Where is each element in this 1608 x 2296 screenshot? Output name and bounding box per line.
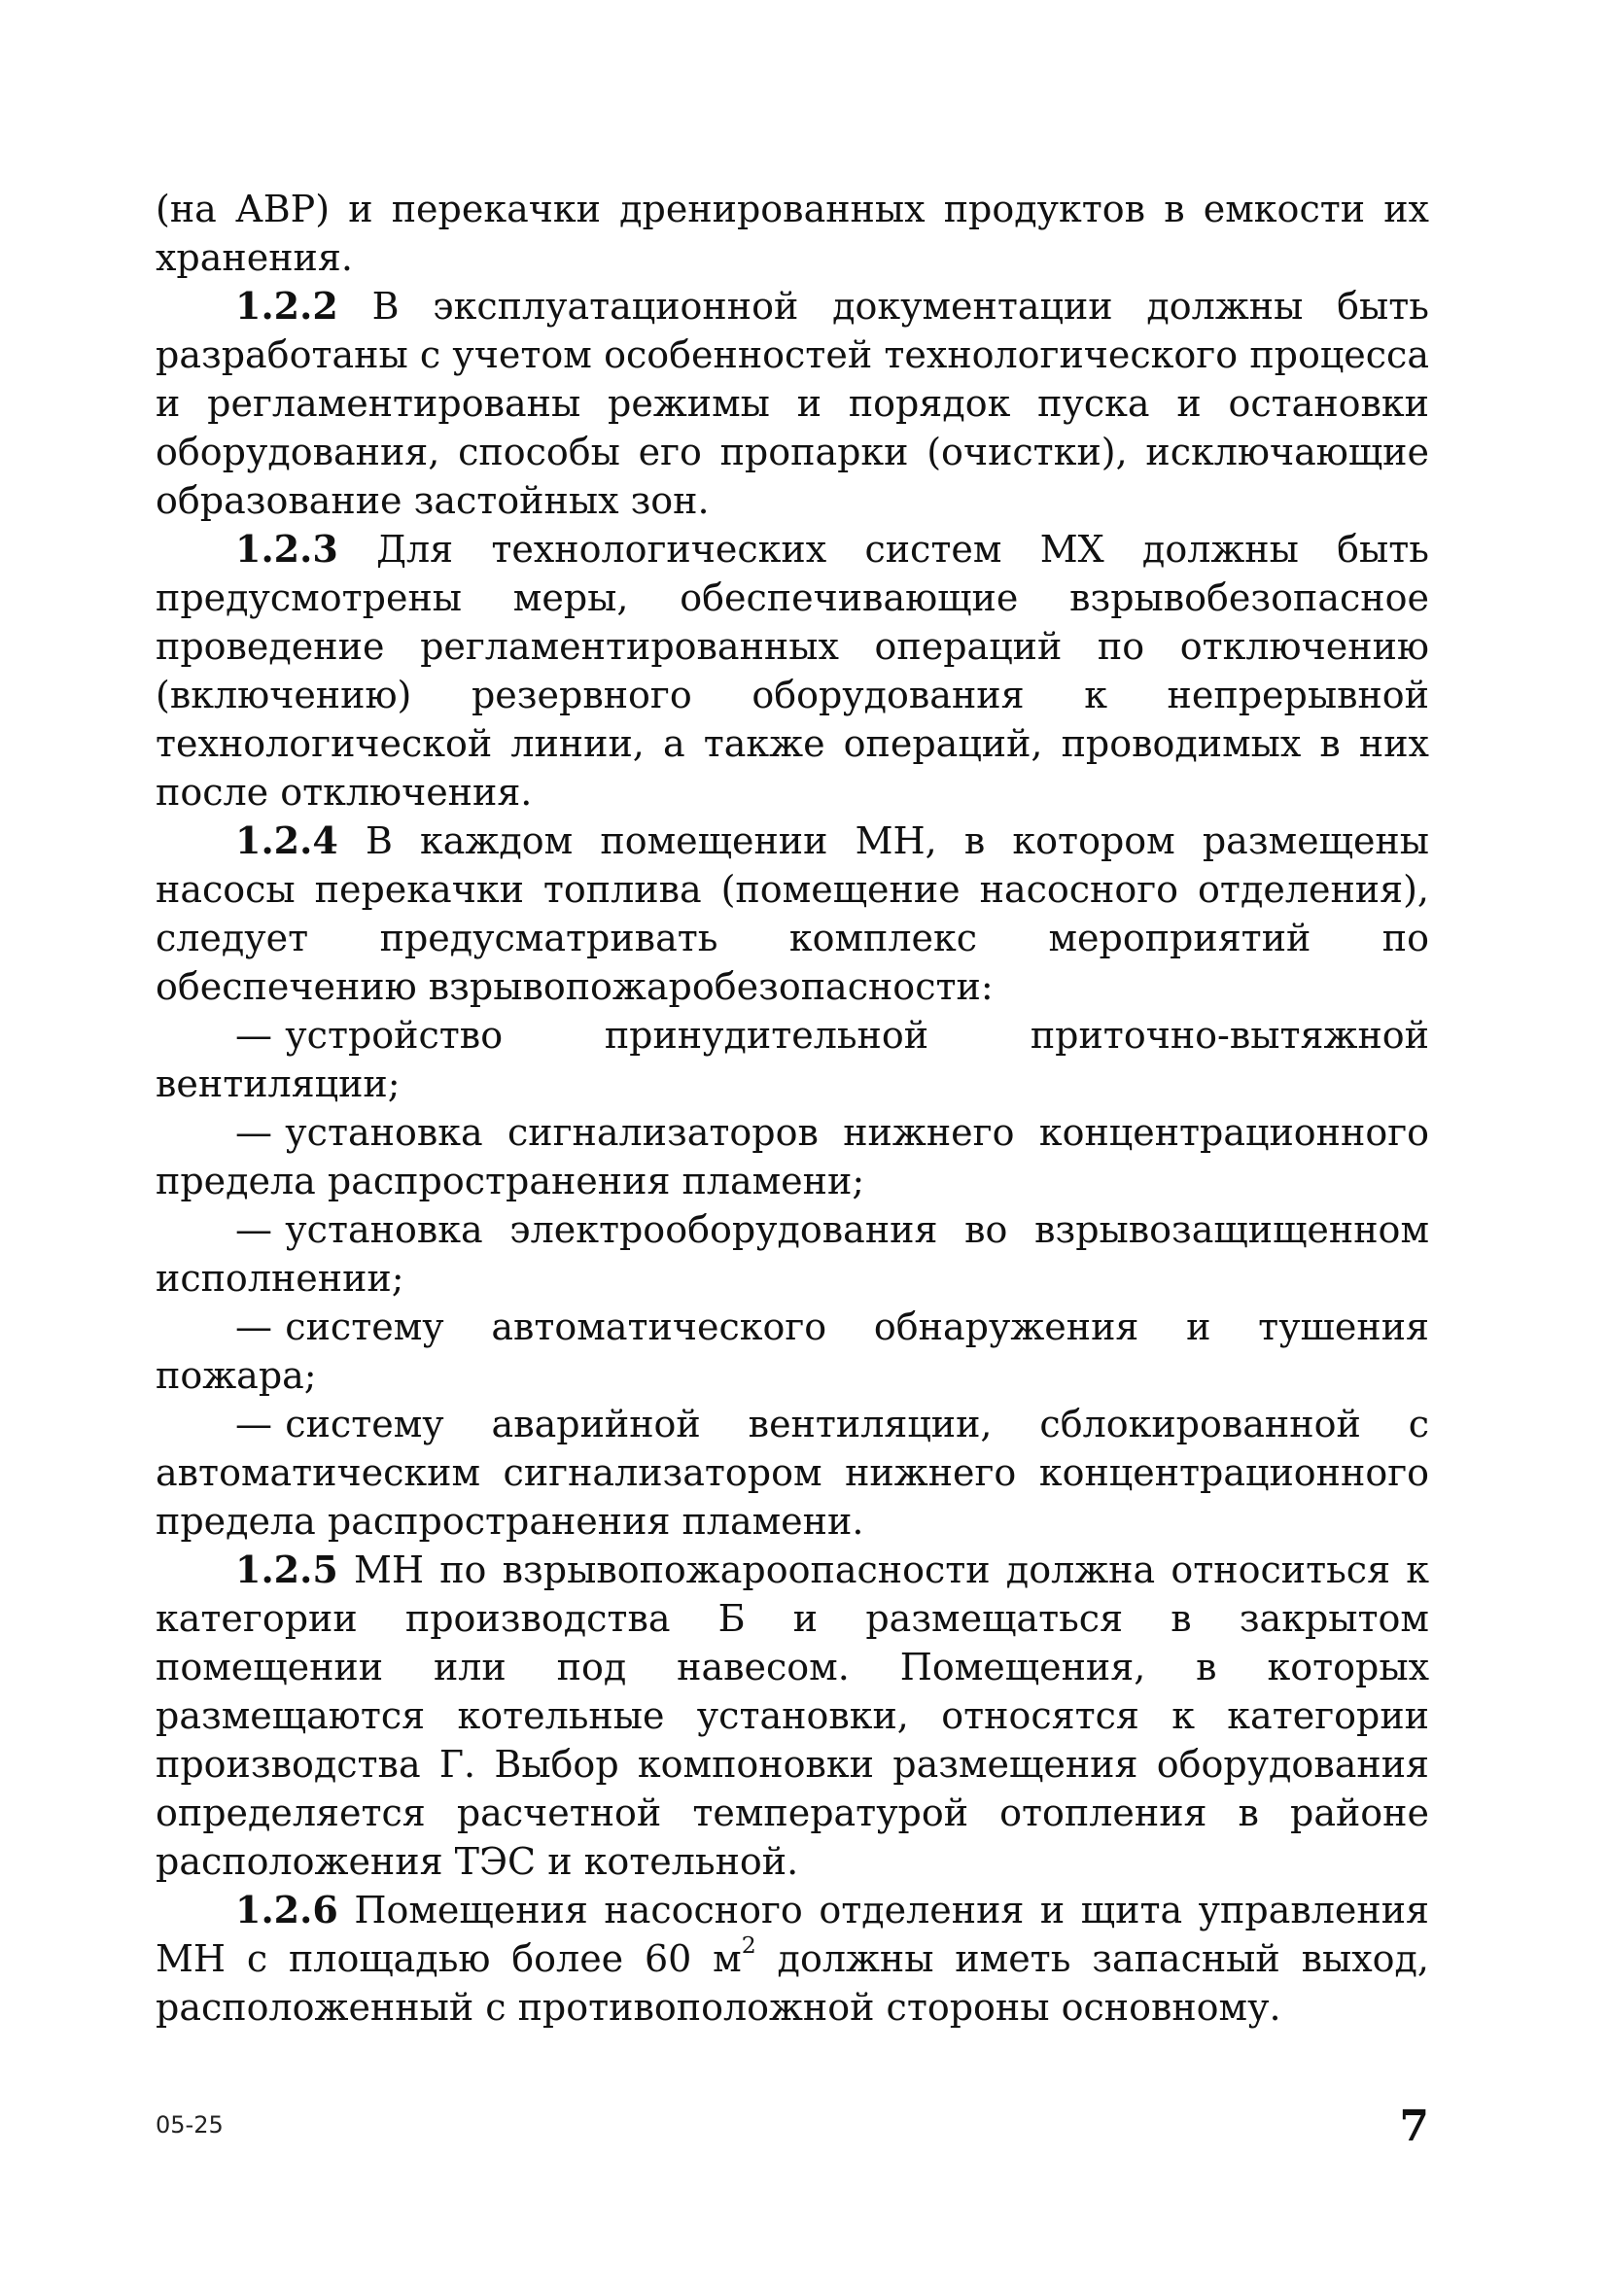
section-text-continued: должны иметь запасный выход, расположенный с противоположной стороны основному. <box>156 1937 1430 2029</box>
section-1-2-2 <box>156 282 1429 525</box>
list-item <box>156 1011 1429 1108</box>
section-number: 1.2.2 <box>235 284 338 328</box>
list-item <box>156 1108 1429 1205</box>
section-number: 1.2.6 <box>235 1888 338 1931</box>
list-item-text: систему аварийной вентиляции, сблокированной с автоматическим сигнализатором нижнего концентрационного предела распространения пламени. <box>156 1403 1429 1543</box>
list-dash: — <box>235 1208 272 1251</box>
list-item <box>156 1303 1429 1400</box>
page-footer <box>156 2102 1429 2150</box>
section-1-2-6 <box>156 1886 1429 2032</box>
list-item-text: установка электрооборудования во взрывозащищенном исполнении; <box>156 1208 1429 1300</box>
safety-measures-list <box>156 1011 1429 1546</box>
section-number: 1.2.4 <box>235 818 338 862</box>
section-1-2-5 <box>156 1546 1429 1886</box>
list-dash: — <box>235 1014 272 1057</box>
superscript: 2 <box>741 1931 756 1960</box>
list-dash: — <box>235 1111 272 1154</box>
list-item-text: устройство принудительной приточно-вытяжной вентиляции; <box>156 1014 1429 1105</box>
list-item <box>156 1205 1429 1303</box>
list-item-text: установка сигнализаторов нижнего концентрационного предела распространения пламени; <box>156 1111 1429 1202</box>
section-text: В эксплуатационной документации должны быть разработаны с учетом особенностей технологического процесса и регламентированы режимы и порядок пуска и остановки оборудования, способы его пропарки (очистки), исключающие образование застойных зон. <box>156 285 1429 522</box>
section-text: Для технологических систем МХ должны быть предусмотрены меры, обеспечивающие взрывобезопасное проведение регламентированных операций по отключению (включению) резервного оборудования к непрерывной технологической линии, а также операций, проводимых в них после отключения. <box>156 528 1429 814</box>
list-item <box>156 1400 1429 1546</box>
footer-code: 05-25 <box>156 2111 224 2139</box>
section-text: МН по взрывопожароопасности должна относиться к категории производства Б и размещаться в закрытом помещении или под навесом. Помещения, в которых размещаются котельные установки, относятся к категории производства Г. Выбор компоновки размещения оборудования определяется расчетной температурой отопления в районе расположения ТЭС и котельной. <box>156 1548 1429 1883</box>
page-number: 7 <box>1399 2102 1429 2151</box>
section-number: 1.2.5 <box>235 1548 338 1591</box>
section-1-2-4 <box>156 817 1429 1011</box>
list-dash: — <box>235 1305 272 1348</box>
section-text: В каждом помещении МН, в котором размещены насосы перекачки топлива (помещение насосного отделения), следует предусматривать комплекс мероприятий по обеспечению взрывопожаробезопасности: <box>156 819 1429 1008</box>
document-page <box>156 185 1429 2032</box>
section-1-2-3 <box>156 525 1429 817</box>
list-dash: — <box>235 1403 272 1445</box>
section-text: Помещения насосного отделения и щита управления МН с площадью более 60 м <box>156 1889 1429 1980</box>
intro-paragraph: (на АВР) и перекачки дренированных продуктов в емкости их хранения. <box>156 188 1429 279</box>
list-item-text: систему автоматического обнаружения и тушения пожара; <box>156 1305 1429 1397</box>
section-number: 1.2.3 <box>235 527 338 571</box>
